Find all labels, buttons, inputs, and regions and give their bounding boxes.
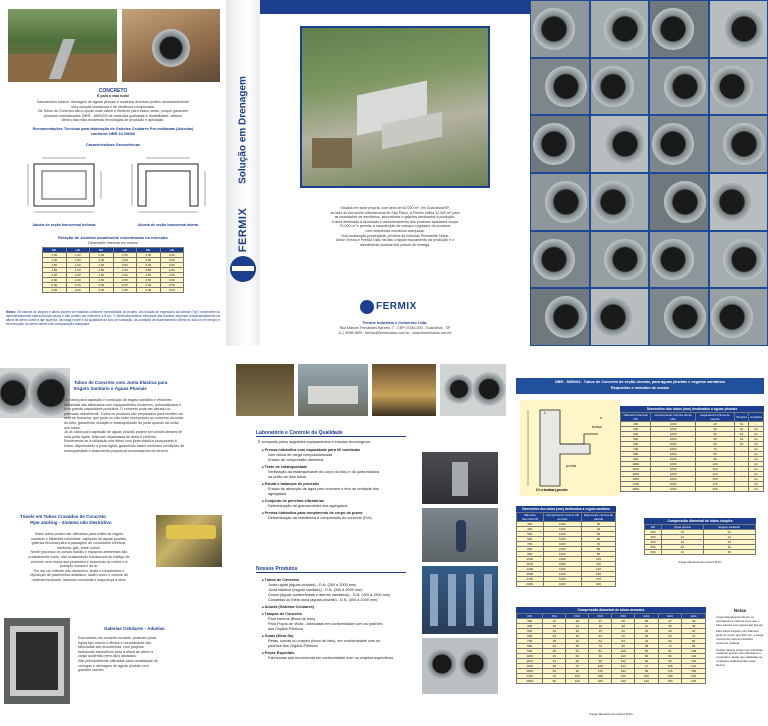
fig-right-caption: Aduela de seção transversal aberta — [137, 223, 199, 227]
table-row: 300 1000 30 S1 A1 — [621, 427, 764, 432]
dim-table-title: Dimensões dos tubos (mm) destinados a águas pluviais — [620, 406, 764, 412]
concreto-title: CONCRETO — [98, 88, 128, 94]
table-row: 300 16 24 — [645, 535, 756, 540]
lab-item: ■ Prensa hidráulica com capacidade para 60 toneladas com célula de carga computadorizada Ensaio de compressão diametral — [262, 448, 361, 462]
junta-body: Os tubos para captação e condução de esgoto sanitário e efluentes industriais são fabricados com equipamentos modernos, automatizados e com grande capacidade produtiva. O concreto pode ser vibrado ou prensado radialmente. Todos os produtos são preparados para receber um anel de borracha, que pode ou não estar incorporado ao concreto da bolsa do tubo, garantindo vedação e estanqueidade da junta quando da união dos tubos. Já os tubos para captação de águas pluviais podem ser unidos através de uma junta rígida, feita com argamassa de areia e cimento. Recomenda-se a utilização dos tubos com junta elástica incorporada à bolsa, dispensando a junta rígida, garantindo assim melhores condições de estanqueidade e absorvendo pequenos acomodações do terreno. — [64, 398, 185, 453]
pipe-photo-tile — [710, 174, 768, 230]
brochure-spine — [226, 0, 260, 346]
table-row: 800 1000 80 — [517, 547, 616, 552]
pipe-photo-tile — [710, 289, 768, 345]
fig-left-caption: Aduela de seção transversal fechada — [32, 223, 96, 227]
product-item: ■ Tampas de Concreto Para bueiros (Boca de lobo) Para Poços de Visita - fabricadas em conformidade com os padrões dos Órgãos Públicos — [262, 612, 383, 631]
photo-pipe-installation — [122, 9, 220, 82]
table-row: 1100 1000 110 - A1 — [621, 467, 764, 472]
bullet-icon: ■ — [262, 634, 265, 638]
concreto-intro: Saneamento básico, drenagem de águas pluviais e condutos diversos podem necessariamente uma solução duradoura e de eficiência comprovada. Os Tubos de Concreto são a opção mais viável e eficiente para esses obras, porque garantem produtos normatizados (NBR - 8890/03) de mais alta qualidade e durabilidade, obtidos dentro das mais modernas tecnologias de produção e aplicação. — [36, 100, 190, 123]
table-row: 2000 1000 200 — [517, 582, 616, 587]
pipe-photo-tile — [591, 174, 649, 230]
esg-table-title: Dimensões dos tubos (mm) destinados a esgoto sanitário — [516, 506, 616, 512]
table-row: 300 12 18 27 36 18 27 36 — [517, 619, 706, 624]
figure-open-section — [126, 150, 212, 222]
product-item: ■ Aduela (Galerias Celulares) — [262, 605, 315, 609]
arm-foot: Carga diametral de ruptura kN/m — [589, 712, 633, 716]
products-title: Nossos Produtos — [256, 566, 298, 572]
spine-tagline: Solução em Drenagem — [237, 76, 249, 184]
table-row: 1200 1000 120 — [517, 567, 616, 572]
photo-pipe-jacking — [156, 515, 222, 567]
dim-table: Diâmetro Nominal DN Comprimento mínimo útil do tubo Espessura mínima de parede Simples Armados 200 1000 20 S1 - 300 1000 30 S1 A1 400 1000 40 S1 A1 500 1000 50 S1 A1 600 1000 60 S1 A1 700 1000 70 - A1 800 1000 80 - A1 900 1000 90 - A1 1000 1000 100 - A1 1100 1000 110 - A1 1200 1000 120 - A1 1500 1000 150 - A1 1750 1000 175 - A1 2000 1000 200 - A1 — [620, 412, 764, 492]
concreto-subtitle: É para a vida toda! — [97, 94, 129, 98]
pipe-photo-tile — [650, 1, 708, 57]
table-row: 400 1000 40 S1 A1 — [621, 432, 764, 437]
table-row: 2,00 1,00 2,50 2,50 3,50 3,00 — [43, 278, 184, 283]
table-row: 1750 1000 175 — [517, 577, 616, 582]
photo-box-culvert — [4, 618, 70, 704]
table-row: 1000 40 60 90 120 60 90 120 — [517, 654, 706, 659]
lab-title: Laboratório e Controle de Qualidade — [256, 430, 343, 436]
figure-closed-section — [22, 150, 108, 222]
panel-products-info — [0, 360, 226, 726]
fig-label-ponta: ponta — [566, 463, 577, 468]
bullet-icon: ■ — [262, 651, 265, 655]
fermix-logo-mark — [360, 300, 374, 314]
photo-molds — [422, 566, 498, 634]
fermix-logo-text: FERMIX — [376, 301, 417, 312]
table-row: 400 16 24 — [645, 540, 756, 545]
table-row: 1,00 1,00 2,00 1,50 3,00 2,00 — [43, 253, 184, 258]
photo-lab-worker — [422, 508, 498, 562]
photo-plant-1 — [236, 364, 294, 416]
fig-label-bolsa: bolsa — [592, 424, 602, 429]
pipe-photo-tile — [591, 116, 649, 172]
table-row: 500 1000 50 — [517, 532, 616, 537]
pipe-photo-tile — [650, 59, 708, 115]
table-row: 1,50 1,50 2,50 1,50 3,50 2,00 — [43, 268, 184, 273]
company-name: Fermix Indústria e Comércio Ltda. — [362, 320, 428, 325]
bullet-icon: ■ — [262, 482, 265, 486]
table-row: 1200 48 72 108 144 72 108 144 — [517, 664, 706, 669]
table-row: 800 32 48 72 96 48 72 96 — [517, 644, 706, 649]
table-row: 500 20 30 — [645, 545, 756, 550]
photo-plant-2 — [372, 364, 436, 416]
table-row: 500 1000 50 S1 A1 — [621, 437, 764, 442]
nbr-subtitle: Requisitos e métodos de ensaio — [610, 386, 670, 390]
table-row: 1750 1000 175 - A1 — [621, 482, 764, 487]
aduelas-table-title: Relação de Aduelas usualmente encontradas no mercado — [58, 235, 168, 240]
panel-laboratory — [232, 360, 508, 726]
photo-trench-pipes — [8, 9, 117, 82]
photo-pipe-row — [422, 638, 498, 694]
bullet-icon: ■ — [262, 465, 265, 469]
table-row: 1100 44 66 99 132 66 99 132 — [517, 659, 706, 664]
table-row: 700 1000 70 — [517, 542, 616, 547]
concreto-notes: Notas: Os valores de largura e altura podem ser tratados conforme necessidade do projeto. As mísulas de espessura da parede ("ep") dependem do dimensionamento estrutural das peças e não podem ser inferiores a 8 cm. O dimensionamento estrutural das Aduelas depende fundamentalmente da altura de aterro sobre a laje superior, da carga móvel e da qualidade do solo de fundação, da condição de assentamento (direto no solo ou em berço) e da execução do aterro lateral com compactação adequada. — [6, 310, 220, 327]
lab-list — [262, 448, 426, 523]
company-contact: 11 | 4098-2800 · fermix@fermixtubos.com.br · www.fermixtubos.com.br — [338, 331, 452, 335]
recommend-title: Recomendações Técnicas para fabricação de Galerias Celulares Pré-moldadas (Aduelas) — [32, 127, 194, 131]
pipe-photo-tile — [531, 232, 589, 288]
panel-concreto — [0, 0, 226, 346]
pipe-photo-tile — [650, 174, 708, 230]
aduelas-body: Executadas em concreto armado, possuem junta rígida tipo macho e fêmea e normalmente são fabricadas sob encomenda, com projetos estruturais específicos para a altura de aterro e carga acidental (trem-tipo) adotados. São principalmente utilizadas para canalização de córregos e drenagem de águas pluviais com grandes vazões. — [78, 636, 158, 673]
lab-item: ■ Teste de estanqueidade Verificação da estanqueidade do corpo do tubo e da junta elástica na união de dois tubos — [262, 465, 380, 479]
pipe-photo-tile — [591, 289, 649, 345]
aduelas-table: BR HR BR HR BR HR 1,00 1,00 2,00 1,50 3,00 2,00 1,00 1,50 2,00 2,00 3,00 2,50 1,50 1,00 2,00 2,50 3,00 3,00 1,50 1,50 2,50 1,50 3,50 2,00 1,50 2,00 2,50 2,00 3,50 2,50 2,00 1,00 2,50 2,50 3,50 3,00 2,00 1,50 2,50 3,00 4,00 2,50 2,50 2,00 3,00 1,50 4,00 3,00 — [42, 247, 184, 293]
product-item: ■ Peças Especiais Fabricadas sob encomenda em conformidade com os projetos específicos — [262, 651, 394, 660]
fig-label-e: e — [600, 415, 603, 420]
table-row: 1000 1000 100 — [517, 557, 616, 562]
bullet-icon: ■ — [262, 499, 265, 503]
table-row: 600 24 36 — [645, 550, 756, 555]
bullet-icon: ■ — [262, 578, 265, 582]
pipe-photo-tile — [710, 116, 768, 172]
table-row: 1500 1000 150 — [517, 572, 616, 577]
pipe-photo-tile — [650, 116, 708, 172]
nbr-notes: Carga diametral de fissura ou equivalente à máxima força que o tubo suporta sem apresentar fissura. Para tubos simples com diâmetro igual ou menor que 600 mm, a carga mínima de ruptura é definida conforme a tabela. Outras classes podem ser admitidas mediante acordo entre fabricante e comprador, desde que satisfeitas as condições estabelecidas nesta Norma. — [716, 615, 764, 667]
table-row: 2,50 2,00 3,00 1,50 4,00 3,00 — [43, 288, 184, 293]
lab-intro: É composto pelos seguintes equipamentos e ensaios tecnológicos: — [258, 440, 371, 444]
table-row: 900 1000 90 — [517, 552, 616, 557]
table-row: 1,50 1,00 2,00 2,50 3,00 3,00 — [43, 263, 184, 268]
aduelas-table-subtitle: Dimensões internas em metros — [88, 241, 138, 245]
lab-item: ■ Conjunto de peneiras vibratórias Determinação da granulometria dos agregados — [262, 499, 348, 508]
photo-stacked-pipes — [440, 364, 506, 416]
company-address: Rua Manoel Fernandes Barreto, 7 - CEP 07340-000 - Guarulhos - SP — [339, 326, 451, 330]
panel-nbr — [512, 360, 768, 726]
pipe-photo-tile — [650, 232, 708, 288]
fig-caption: Di = bolsa | ponta — [536, 488, 568, 492]
nbr-header — [516, 378, 764, 394]
table-row: 1100 1000 110 — [517, 562, 616, 567]
panel-company — [260, 0, 530, 346]
bullet-icon: ■ — [262, 605, 265, 609]
pipe-photo-tile — [710, 59, 768, 115]
bullet-icon: ■ — [262, 511, 265, 515]
table-row: 1200 1000 120 - A1 — [621, 472, 764, 477]
geo-title: Características Geométricas — [85, 142, 141, 147]
photo-truck — [298, 364, 368, 416]
pipejacking-title-2: Pipe Jacking - Sistema não Destrutivo — [30, 520, 112, 525]
aduelas-title: Galerias Celulares - Aduelas — [104, 626, 165, 631]
table-row: 1,00 1,50 2,00 2,00 3,00 2,50 — [43, 258, 184, 263]
table-row: 2,00 1,50 2,50 3,00 4,00 2,50 — [43, 283, 184, 288]
table-row: 800 1000 80 - A1 — [621, 452, 764, 457]
notes-title: Notas — [733, 608, 747, 613]
pipe-photo-tile — [531, 59, 589, 115]
table-row: 600 24 36 54 72 36 54 72 — [517, 634, 706, 639]
table-row: 1,50 2,00 2,50 2,00 3,50 2,50 — [43, 273, 184, 278]
arm-table: DN PA1 PA2 PA3 PA4 EA2 EA3 EA4 300 12 18 27 36 18 27 36 400 16 24 36 48 24 36 48 500 20 30 45 60 30 45 60 600 24 36 54 72 36 54 72 700 28 42 63 84 42 63 84 800 32 48 72 96 48 72 96 900 36 54 81 108 54 81 108 1000 40 60 90 120 60 90 120 1100 44 66 99 132 66 99 132 1200 48 72 108 144 72 108 144 1500 60 90 135 180 90 135 180 1750 70 105 158 210 105 158 210 2000 80 120 180 240 120 180 240 — [516, 613, 706, 684]
table-row: 700 1000 70 - A1 — [621, 447, 764, 452]
pipe-photo-tile — [591, 1, 649, 57]
simp-table-title: Compressão diametral de tubos simples — [644, 518, 756, 524]
photo-large-pipes — [0, 368, 70, 418]
product-item: ■ Tubos de Concreto Junta rígida (águas pluviais) - D.N. (300 a 2000 mm) Junta elástica (esgoto sanitário) - D.N. (300 a 2000 mm) Ovoos (águas subterrâneas e aterros sanitários) - D.N. (300 a 1500 mm) Canaletas ou Meia cana (águas pluviais) - D.N. (300 a 1000 mm) — [262, 578, 391, 602]
company-caption: Situada em sede própria, com área de 62.000 m², em Guarulhos/SP, ao lado do Aeroporto Internacional de São Paulo, a Fermix utiliza 12.000 m² para as instalações de escritórios, laboratórios e galpões destinados à produção. A área destinada à circulação e armazenamento dos produtos acabados ocupa 70.000 m² e permite a manutenção de estoque regulador de produtos com resistência mecânica adequada. Sua localização privilegiada, próxima às rodovias Presidente Dutra, Airton Senna e Fernão Dias, facilita o rápido escoamento da produção e o atendimento pontual dos prazos de entrega. — [330, 206, 460, 247]
pipejacking-body: Estes tubos podem ser utilizados para coleta de esgoto sanitário e efluentes industriais, captação de águas pluviais, galerias técnicas para a passagem de condutores elétricos, telefonia, gás, entre outros. Neste processo os cursos sociais e impactos ambientais são praticamente nulos, não ocasionando transtornos ao tráfego de veículos nem riscos aos pedestres e reduzindo os ruídos e a poluição sonora e do ar. Por ser um método não destrutivo, limita o rompimento e reposição de pavimentos asfálticos, assim como o volume de material escavado, trazendo economia e segurança à obra. — [28, 532, 130, 582]
table-row: 200 1000 20 S1 - — [621, 422, 764, 427]
lab-item: ■ Prensa hidráulica para rompimento de corpo de prova Determinação da resistência à compressão do concreto (Fck) — [262, 511, 372, 520]
pipe-photo-tile — [710, 232, 768, 288]
table-row: 300 1000 30 — [517, 522, 616, 527]
table-row: 1750 70 105 158 210 105 158 210 — [517, 674, 706, 679]
table-row: 1500 60 90 135 180 90 135 180 — [517, 669, 706, 674]
pipe-photo-tile — [531, 1, 589, 57]
figure-pipe-joint — [520, 400, 620, 496]
photo-aerial-factory — [300, 26, 490, 188]
fig-label-l: L — [544, 410, 547, 415]
pipe-photo-tile — [531, 289, 589, 345]
simp-table: DN Água pluvial Esgoto sanitário 200 16 24 300 16 24 400 16 24 500 20 30 600 24 36 — [644, 524, 756, 555]
table-row: 2000 1000 200 - A1 — [621, 487, 764, 492]
pipe-photo-tile — [591, 232, 649, 288]
lab-item: ■ Estufa e balanças de precisão Ensaio de absorção de água pelo concreto e teor de umidade dos agregados — [262, 482, 380, 496]
pipe-photo-tile — [531, 174, 589, 230]
table-row: 900 36 54 81 108 54 81 108 — [517, 649, 706, 654]
bullet-icon: ■ — [262, 448, 265, 452]
bullet-icon: ■ — [262, 612, 265, 616]
pipe-photo-tile — [710, 1, 768, 57]
pipejacking-title-1: Túnels em Tubos Cravados de Concreto — [20, 514, 106, 519]
esg-table: Diâmetro Nominal DN Comprimento mínimo útil do tubo Espessura mínima de parede 300 1000 30 400 1000 40 500 1000 50 600 1000 60 700 1000 70 800 1000 80 900 1000 90 1000 1000 100 1100 1000 110 1200 1000 120 1500 1000 150 1750 1000 175 2000 1000 200 — [516, 512, 616, 587]
junta-title-2: Esgoto Sanitário e Águas Pluviais — [74, 386, 147, 391]
product-item: ■ Guias (Meio-fio) Retas, curvas ou chapéu (boca de lobo), em conformidade com os padrões dos Órgãos Públicos — [262, 634, 381, 648]
panel-pipe-mosaic — [530, 0, 768, 346]
table-row: 600 1000 60 S1 A1 — [621, 442, 764, 447]
table-row: 1500 1000 150 - A1 — [621, 477, 764, 482]
pipe-photo-tile — [591, 59, 649, 115]
arm-table-title: Compressão diametral de tubos armados — [516, 607, 706, 613]
recommend-subtitle: conforme NBR 15.396/06 — [90, 132, 136, 136]
products-list — [262, 578, 426, 663]
table-row: 1000 1000 100 - A1 — [621, 462, 764, 467]
pipe-photo-tile — [650, 289, 708, 345]
table-row: 400 1000 40 — [517, 527, 616, 532]
photo-press-1 — [422, 452, 498, 504]
table-row: 700 28 42 63 84 42 63 84 — [517, 639, 706, 644]
fermix-logo-spine-stripe — [232, 266, 254, 271]
pipe-photo-tile — [531, 116, 589, 172]
table-row: 900 1000 90 - A1 — [621, 457, 764, 462]
nbr-title: NBR - 8890/03 - Tubos de Concreto de seção circular, para águas pluviais e esgotos sanitários — [554, 380, 725, 384]
table-row: 2000 80 120 180 240 120 180 240 — [517, 679, 706, 684]
table-row: 400 16 24 36 48 24 36 48 — [517, 624, 706, 629]
table-row: 200 16 24 — [645, 530, 756, 535]
junta-title-1: Tubos de Concreto com Junta Elástica para — [74, 380, 168, 385]
spine-brand: FERMIX — [237, 207, 249, 253]
simp-foot: Carga diametral de ruptura kN/m — [678, 560, 722, 564]
table-row: 600 1000 60 — [517, 537, 616, 542]
table-row: 500 20 30 45 60 30 45 60 — [517, 629, 706, 634]
